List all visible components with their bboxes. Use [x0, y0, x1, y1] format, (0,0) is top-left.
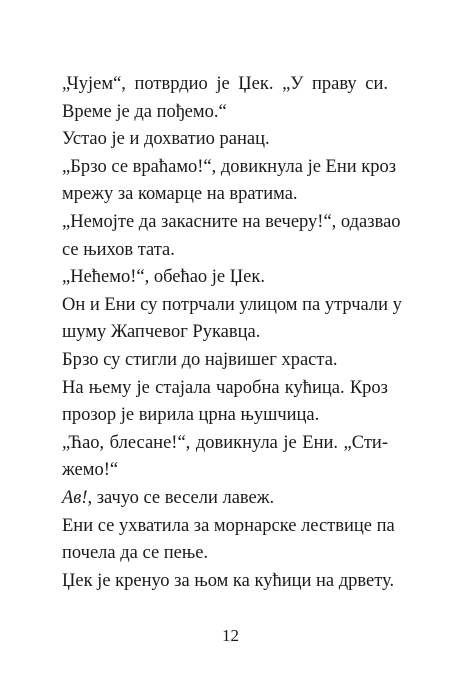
- paragraph-10: [62, 485, 388, 513]
- text-line: почела да се пење.: [62, 543, 209, 564]
- paragraph-12: [62, 568, 395, 596]
- body-text: [62, 71, 402, 595]
- paragraph-2: [62, 126, 388, 154]
- text-line: прозор је вирила црна њушчица.: [62, 405, 320, 426]
- text-line: „Нећемо!“, обећао је Џек.: [62, 267, 265, 288]
- paragraph-8: [62, 375, 388, 430]
- paragraph-5: [62, 264, 388, 292]
- paragraph-3: [62, 154, 397, 209]
- text-line: „Ћао, блесане!“, довикнула је Ени. „Сти-: [62, 432, 388, 453]
- paragraph-1: [62, 71, 388, 126]
- text-line: [62, 485, 388, 513]
- paragraph-4: [62, 209, 401, 264]
- text-line: Брзо су стигли до највишег храста.: [62, 349, 338, 370]
- text-line: „Чујем“, потврдио је Џек. „У праву си.: [62, 74, 388, 94]
- text-line: На њему је стајала чаробна кућица. Кроз: [62, 377, 388, 398]
- italic-bark: Ав!: [62, 487, 88, 508]
- text-line: Џек је кренуо за њом ка кућици на дрвету.: [62, 570, 395, 591]
- text-line: се њихов тата.: [62, 239, 175, 260]
- text-line: Он и Ени су потрчали улицом па утрчали у: [62, 294, 402, 315]
- text-line: Устао је и дохватио ранац.: [62, 129, 270, 150]
- bark-rest: , зачуо се весели лавеж.: [87, 487, 275, 508]
- paragraph-7: [62, 347, 388, 375]
- text-line: Ени се ухватила за морнарске лествице па: [62, 515, 395, 536]
- text-line: „Брзо се враћамо!“, довикнула је Ени кроз: [62, 156, 397, 177]
- text-line: жемо!“: [62, 460, 119, 481]
- paragraph-9: [62, 430, 388, 485]
- text-line: „Немојте да закасните на вечеру!“, одазвао: [62, 211, 401, 232]
- paragraph-6: [62, 292, 402, 347]
- text-line: Време је да пођемо.“: [62, 101, 227, 122]
- text-line: мрежу за комарце на вратима.: [62, 184, 298, 205]
- page-number: 12: [222, 626, 239, 645]
- paragraph-11: [62, 513, 395, 568]
- text-line: шуму Жапчевог Рукавца.: [62, 322, 261, 343]
